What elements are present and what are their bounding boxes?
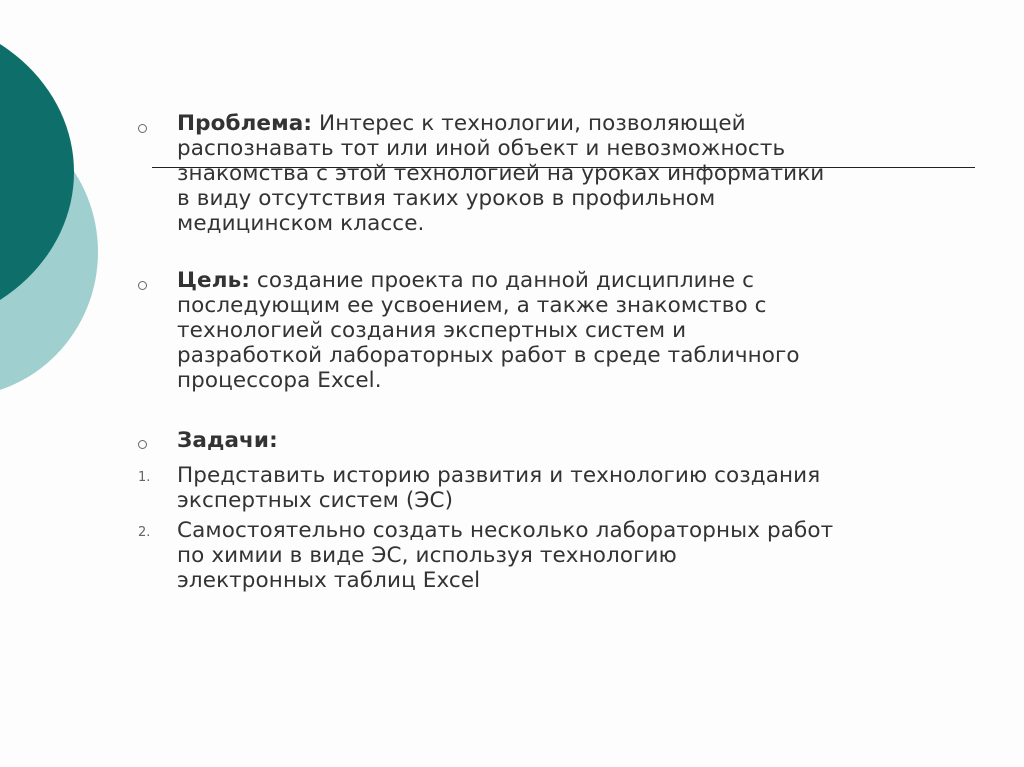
tasks-heading: Задачи: bbox=[177, 428, 278, 453]
task-line: Самостоятельно создать несколько лабораторных работ bbox=[177, 518, 834, 543]
goal-line: разработкой лабораторных работ в среде табличного bbox=[177, 343, 800, 368]
tasks-block bbox=[177, 428, 977, 453]
task-item bbox=[177, 518, 977, 593]
goal-block bbox=[177, 268, 977, 393]
horizontal-rule bbox=[152, 167, 975, 168]
task-line: электронных таблиц Excel bbox=[177, 568, 481, 593]
task-item bbox=[177, 463, 977, 513]
goal-heading: Цель: bbox=[177, 268, 250, 293]
task-number: 1. bbox=[138, 470, 151, 485]
bullet-circle-icon bbox=[138, 281, 147, 290]
task-number: 2. bbox=[138, 525, 151, 540]
problem-line: в виду отсутствия таких уроков в профильном bbox=[177, 186, 716, 211]
task-line: Представить историю развития и технологию создания bbox=[177, 463, 821, 488]
problem-heading: Проблема: bbox=[177, 111, 313, 136]
problem-block bbox=[177, 111, 977, 236]
bullet-circle-icon bbox=[138, 124, 147, 133]
task-line: по химии в виде ЭС, используя технологию bbox=[177, 543, 677, 568]
problem-line: Интерес к технологии, позволяющей bbox=[319, 111, 746, 136]
bullet-circle-icon bbox=[138, 440, 147, 449]
problem-line: распознавать тот или иной объект и невозможность bbox=[177, 136, 786, 161]
goal-line: последующим ее усвоением, а также знакомство с bbox=[177, 293, 767, 318]
goal-line: создание проекта по данной дисциплине с bbox=[256, 268, 755, 293]
problem-line: знакомства с этой технологией на уроках информатики bbox=[177, 161, 825, 186]
problem-line: медицинском классе. bbox=[177, 211, 425, 236]
task-line: экспертных систем (ЭС) bbox=[177, 488, 454, 513]
goal-line: процессора Excel. bbox=[177, 368, 382, 393]
goal-line: технологией создания экспертных систем и bbox=[177, 318, 687, 343]
